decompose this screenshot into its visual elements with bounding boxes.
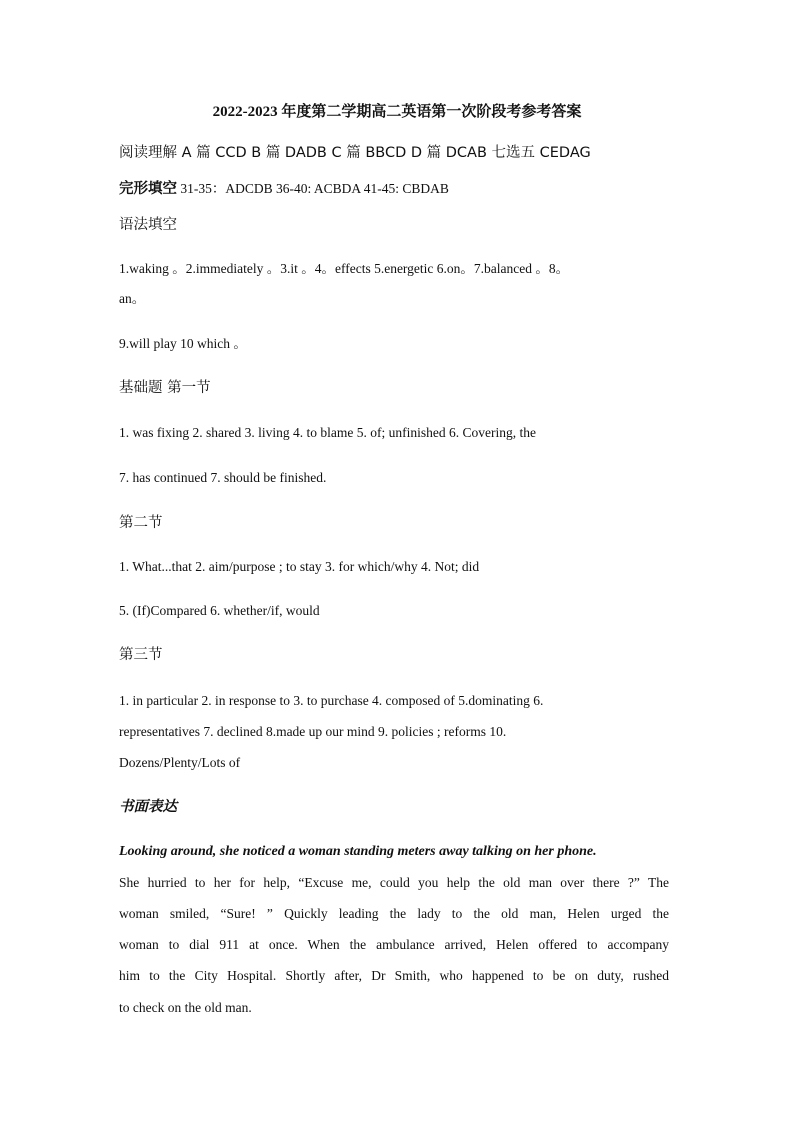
writing-line: She hurried to her for help, “Excuse me, could you help the old man over there ?” The xyxy=(119,875,669,890)
writing-line: woman smiled, “Sure! ” Quickly leading the lady to the old man, Helen urged the xyxy=(119,906,669,921)
writing-line: woman to dial 911 at once. When the ambulance arrived, Helen offered to accompany xyxy=(119,937,669,952)
grammar-line-1: 1.waking 。2.immediately 。3.it 。4。effects 5.energetic 6.on。7.balanced 。8。 xyxy=(119,261,570,276)
section3-heading: 第三节 xyxy=(119,647,163,663)
cloze-answers xyxy=(119,180,679,198)
section2-line-2: 5. (If)Compared 6. whether/if, would xyxy=(119,603,320,618)
grammar-heading: 语法填空 xyxy=(119,217,177,233)
section3-line-1: 1. in particular 2. in response to 3. to purchase 4. composed of 5.dominating 6. xyxy=(119,693,544,708)
section2-line-1: 1. What...that 2. aim/purpose ; to stay 3. for which/why 4. Not; did xyxy=(119,559,480,574)
section3-line-2: representatives 7. declined 8.made up our mind 9. policies ; reforms 10. xyxy=(119,724,507,739)
writing-line: to check on the old man. xyxy=(119,1000,252,1015)
basic-line-1: 1. was fixing 2. shared 3. living 4. to blame 5. of; unfinished 6. Covering, the xyxy=(119,425,536,440)
section3-line-3: Dozens/Plenty/Lots of xyxy=(119,755,241,770)
page-title: 2022-2023 年度第二学期高二英语第一次阶段考参考答案 xyxy=(212,104,582,120)
basic-heading: 基础题 第一节 xyxy=(119,380,211,396)
cloze-label: 完形填空 xyxy=(119,181,177,197)
writing-line: him to the City Hospital. Shortly after, Dr Smith, who happened to be on duty, rushed xyxy=(119,968,669,983)
cloze-text: 31-35：ADCDB 36-40: ACBDA 41-45: CBDAB xyxy=(177,181,449,196)
section2-heading: 第二节 xyxy=(119,515,163,531)
writing-heading: 书面表达 xyxy=(119,799,177,815)
reading-answers: 阅读理解 A 篇 CCD B 篇 DADB C 篇 BBCD D 篇 DCAB 七选五 CEDAG xyxy=(119,145,591,161)
grammar-line-2: an。 xyxy=(119,291,146,306)
basic-line-2: 7. has continued 7. should be finished. xyxy=(119,470,327,485)
grammar-line-3: 9.will play 10 which 。 xyxy=(119,336,247,351)
writing-lead-sentence: Looking around, she noticed a woman standing meters away talking on her phone. xyxy=(119,844,597,859)
